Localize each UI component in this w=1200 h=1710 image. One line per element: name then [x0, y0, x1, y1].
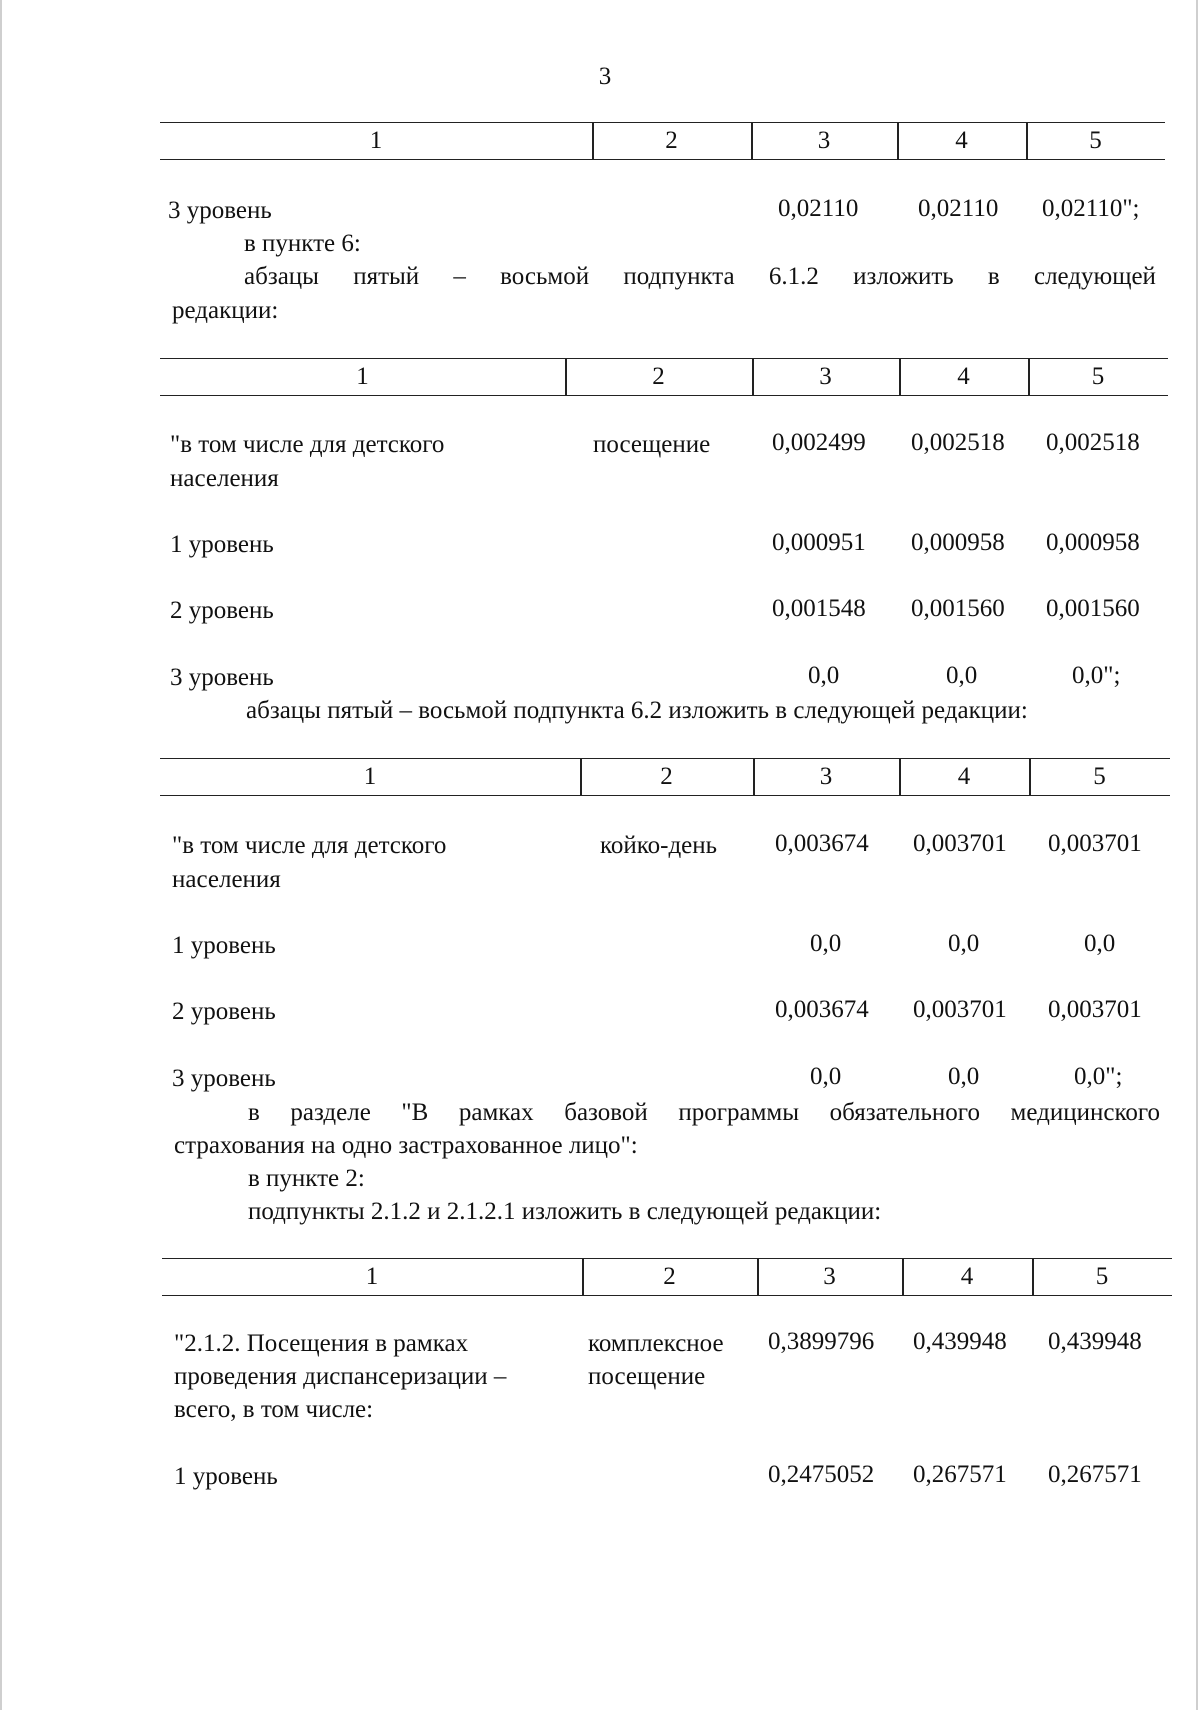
row-label: 1 уровень	[170, 531, 274, 558]
value-col-4: 0,003701	[913, 830, 1007, 857]
value-col-4: 0,000958	[911, 529, 1005, 556]
word: обязательного	[829, 1099, 980, 1126]
header-col-4: 4	[957, 763, 971, 790]
value-col-3: 0,02110	[778, 195, 859, 222]
header-col-2: 2	[663, 1263, 676, 1290]
value-col-3: 0,003674	[775, 830, 869, 857]
row-unit: посещение	[593, 431, 711, 458]
header-col-5: 5	[1091, 363, 1105, 390]
value-col-4: 0,003701	[913, 996, 1007, 1023]
header-col-2: 2	[652, 363, 665, 390]
row-unit: комплексное	[588, 1330, 724, 1357]
value-col-4: 0,002518	[911, 429, 1005, 456]
header-col-4: 4	[960, 1263, 974, 1290]
header-col-2: 2	[665, 127, 678, 154]
header-col-1: 1	[363, 763, 377, 790]
table-header-3	[160, 758, 1170, 796]
word: в	[248, 1099, 260, 1126]
word: 6.1.2	[768, 263, 819, 290]
row-label: 2 уровень	[172, 998, 276, 1025]
word: следующей	[1033, 263, 1156, 290]
word: изложить	[853, 263, 954, 290]
row-label: 1 уровень	[174, 1463, 278, 1490]
row-label-cont: населения	[170, 465, 279, 492]
header-col-3: 3	[823, 1263, 836, 1290]
table-header-4	[162, 1258, 1172, 1296]
paragraph-line: абзацы пятый – восьмой подпункта 6.2 изложить в следующей редакции:	[246, 697, 1028, 724]
word: базовой	[564, 1099, 648, 1126]
value-col-5: 0,003701	[1048, 996, 1142, 1023]
paragraph-line: подпункты 2.1.2 и 2.1.2.1 изложить в следующей редакции:	[248, 1198, 882, 1225]
header-col-3: 3	[819, 763, 833, 790]
value-col-5: 0,0	[1084, 930, 1116, 957]
word: восьмой	[500, 263, 590, 290]
value-col-3: 0,003674	[775, 996, 869, 1023]
word: разделе	[290, 1099, 371, 1126]
value-col-3: 0,002499	[772, 429, 866, 456]
value-col-4: 0,0	[948, 930, 980, 957]
header-col-5: 5	[1093, 763, 1106, 790]
row-label: "в том числе для детского	[172, 832, 447, 859]
value-col-4: 0,0	[946, 662, 978, 689]
value-col-4: 0,267571	[913, 1461, 1007, 1488]
value-col-5: 0,439948	[1048, 1328, 1142, 1355]
value-col-3: 0,0	[808, 662, 840, 689]
paragraph-line: в пункте 6:	[244, 230, 361, 257]
value-col-4: 0,001560	[911, 595, 1005, 622]
paragraph-line-justified	[244, 262, 1156, 292]
paragraph-line: страхования на одно застрахованное лицо":	[174, 1132, 638, 1159]
word: "В	[401, 1099, 429, 1126]
row-unit-cont: посещение	[588, 1363, 706, 1390]
word: подпункта	[623, 263, 735, 290]
word: абзацы	[244, 263, 319, 290]
table-header-1	[160, 122, 1165, 160]
value-col-5: 0,0";	[1074, 1063, 1123, 1090]
paragraph-line-justified	[248, 1098, 1160, 1128]
row-label: "2.1.2. Посещения в рамках	[174, 1330, 469, 1357]
value-col-5: 0,002518	[1046, 429, 1140, 456]
table-header-2	[160, 358, 1168, 396]
scan-edge-left	[0, 0, 2, 1710]
row-label: 1 уровень	[172, 932, 276, 959]
header-col-1: 1	[369, 127, 383, 154]
value-col-5: 0,02110";	[1042, 195, 1140, 222]
value-col-3: 0,000951	[772, 529, 866, 556]
row-label: 3 уровень	[172, 1065, 276, 1092]
value-col-4: 0,02110	[918, 195, 999, 222]
row-label: 2 уровень	[170, 597, 274, 624]
header-col-5: 5	[1095, 1263, 1109, 1290]
value-col-5: 0,267571	[1048, 1461, 1142, 1488]
row-label: 3 уровень	[170, 664, 274, 691]
value-col-3: 0,2475052	[768, 1461, 875, 1488]
word: рамках	[458, 1099, 534, 1126]
value-col-4: 0,439948	[913, 1328, 1007, 1355]
word: медицинского	[1010, 1099, 1160, 1126]
row-label-cont: всего, в том числе:	[174, 1396, 374, 1423]
value-col-4: 0,0	[948, 1063, 980, 1090]
paragraph-line: редакции:	[172, 297, 279, 324]
header-col-3: 3	[817, 127, 831, 154]
value-col-5: 0,003701	[1048, 830, 1142, 857]
header-col-3: 3	[819, 363, 832, 390]
word: –	[453, 263, 466, 290]
row-label: 3 уровень	[168, 197, 272, 224]
word: в	[987, 263, 1000, 290]
row-unit: койко-день	[600, 832, 718, 859]
value-col-3: 0,0	[810, 1063, 842, 1090]
paragraph-line: в пункте 2:	[248, 1165, 365, 1192]
scan-edge-right	[1196, 0, 1198, 1710]
header-col-1: 1	[356, 363, 369, 390]
word: пятый	[353, 263, 420, 290]
row-label-cont: населения	[172, 866, 281, 893]
row-label: "в том числе для детского	[170, 431, 445, 458]
value-col-3: 0,001548	[772, 595, 866, 622]
header-col-4: 4	[957, 363, 970, 390]
value-col-5: 0,000958	[1046, 529, 1140, 556]
value-col-3: 0,3899796	[768, 1328, 875, 1355]
header-col-5: 5	[1089, 127, 1102, 154]
value-col-5: 0,001560	[1046, 595, 1140, 622]
word: программы	[678, 1099, 800, 1126]
row-label-cont: проведения диспансеризации –	[174, 1363, 507, 1390]
header-col-1: 1	[365, 1263, 379, 1290]
value-col-3: 0,0	[810, 930, 842, 957]
header-col-2: 2	[660, 763, 673, 790]
value-col-5: 0,0";	[1072, 662, 1121, 689]
header-col-4: 4	[955, 127, 968, 154]
page-number: 3	[598, 63, 612, 90]
